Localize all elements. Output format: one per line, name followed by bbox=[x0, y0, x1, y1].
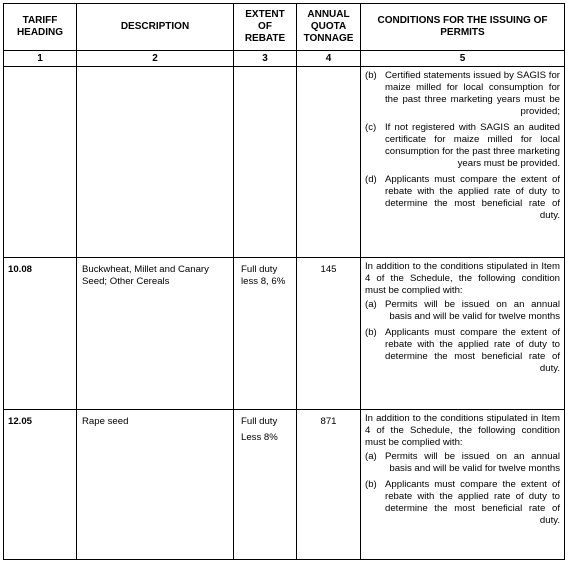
conditions-cell bbox=[361, 67, 565, 258]
header-annual-quota-tonnage: ANNUAL QUOTA TONNAGE bbox=[297, 4, 361, 51]
quota-cell: 145 bbox=[297, 258, 361, 410]
column-number-row bbox=[4, 51, 565, 67]
condition-label: (c) bbox=[365, 122, 377, 133]
header-conditions: CONDITIONS FOR THE ISSUING OF PERMITS bbox=[361, 4, 565, 51]
conditions-intro: In addition to the conditions stipulated in Item 4 of the Schedule, the following condition must be complied with: bbox=[365, 413, 560, 448]
header-row bbox=[4, 4, 565, 51]
column-number: 1 bbox=[4, 51, 77, 67]
column-number: 5 bbox=[361, 51, 565, 67]
condition-label: (a) bbox=[365, 299, 377, 310]
tariff-heading-cell bbox=[4, 67, 77, 258]
extent-cell bbox=[234, 67, 297, 258]
table-row bbox=[4, 67, 565, 258]
condition-item bbox=[365, 174, 560, 222]
table-row bbox=[4, 258, 565, 410]
table-row bbox=[4, 410, 565, 560]
column-number: 2 bbox=[77, 51, 234, 67]
condition-text: Applicants must compare the extent of rebate with the applied rate of duty to determine the most beneficial rate of duty. bbox=[385, 479, 560, 526]
extent-cell bbox=[234, 410, 297, 560]
quota-cell bbox=[297, 67, 361, 258]
condition-text: If not registered with SAGIS an audited certificate for maize milled for local consumption for the past three marketing years must be provided. bbox=[385, 122, 560, 169]
condition-text: Certified statements issued by SAGIS for maize milled for local consumption for the past three marketing years must be provided; bbox=[385, 70, 560, 117]
quota-cell: 871 bbox=[297, 410, 361, 560]
condition-item bbox=[365, 70, 560, 118]
condition-label: (b) bbox=[365, 327, 377, 338]
extent-cell: Full duty less 8, 6% bbox=[234, 258, 297, 410]
condition-item bbox=[365, 479, 560, 527]
condition-label: (d) bbox=[365, 174, 377, 185]
extent-line: Less 8% bbox=[241, 432, 278, 443]
rebate-schedule-table bbox=[3, 3, 565, 560]
description-cell: Rape seed bbox=[77, 410, 234, 560]
description-cell: Buckwheat, Millet and Canary Seed; Other Cereals bbox=[77, 258, 234, 410]
tariff-heading-cell: 10.08 bbox=[4, 258, 77, 410]
condition-label: (b) bbox=[365, 479, 377, 490]
header-description: DESCRIPTION bbox=[77, 4, 234, 51]
conditions-cell bbox=[361, 410, 565, 560]
conditions-intro: In addition to the conditions stipulated in Item 4 of the Schedule, the following condition must be complied with: bbox=[365, 261, 560, 296]
header-extent-of-rebate: EXTENT OF REBATE bbox=[234, 4, 297, 51]
condition-item bbox=[365, 327, 560, 375]
condition-item bbox=[365, 451, 560, 475]
condition-item bbox=[365, 299, 560, 323]
header-tariff-heading: TARIFF HEADING bbox=[4, 4, 77, 51]
extent-line: Full duty bbox=[241, 416, 278, 427]
conditions-cell bbox=[361, 258, 565, 410]
column-number: 4 bbox=[297, 51, 361, 67]
tariff-heading-cell: 12.05 bbox=[4, 410, 77, 560]
condition-text: Permits will be issued on an annual basis and will be valid for twelve months bbox=[385, 451, 560, 474]
condition-text: Applicants must compare the extent of rebate with the applied rate of duty to determine the most beneficial rate of duty. bbox=[385, 327, 560, 374]
condition-label: (b) bbox=[365, 70, 377, 81]
condition-item bbox=[365, 122, 560, 170]
condition-label: (a) bbox=[365, 451, 377, 462]
description-cell bbox=[77, 67, 234, 258]
column-number: 3 bbox=[234, 51, 297, 67]
condition-text: Permits will be issued on an annual basis and will be valid for twelve months bbox=[385, 299, 560, 322]
condition-text: Applicants must compare the extent of rebate with the applied rate of duty to determine the most beneficial rate of duty. bbox=[385, 174, 560, 221]
